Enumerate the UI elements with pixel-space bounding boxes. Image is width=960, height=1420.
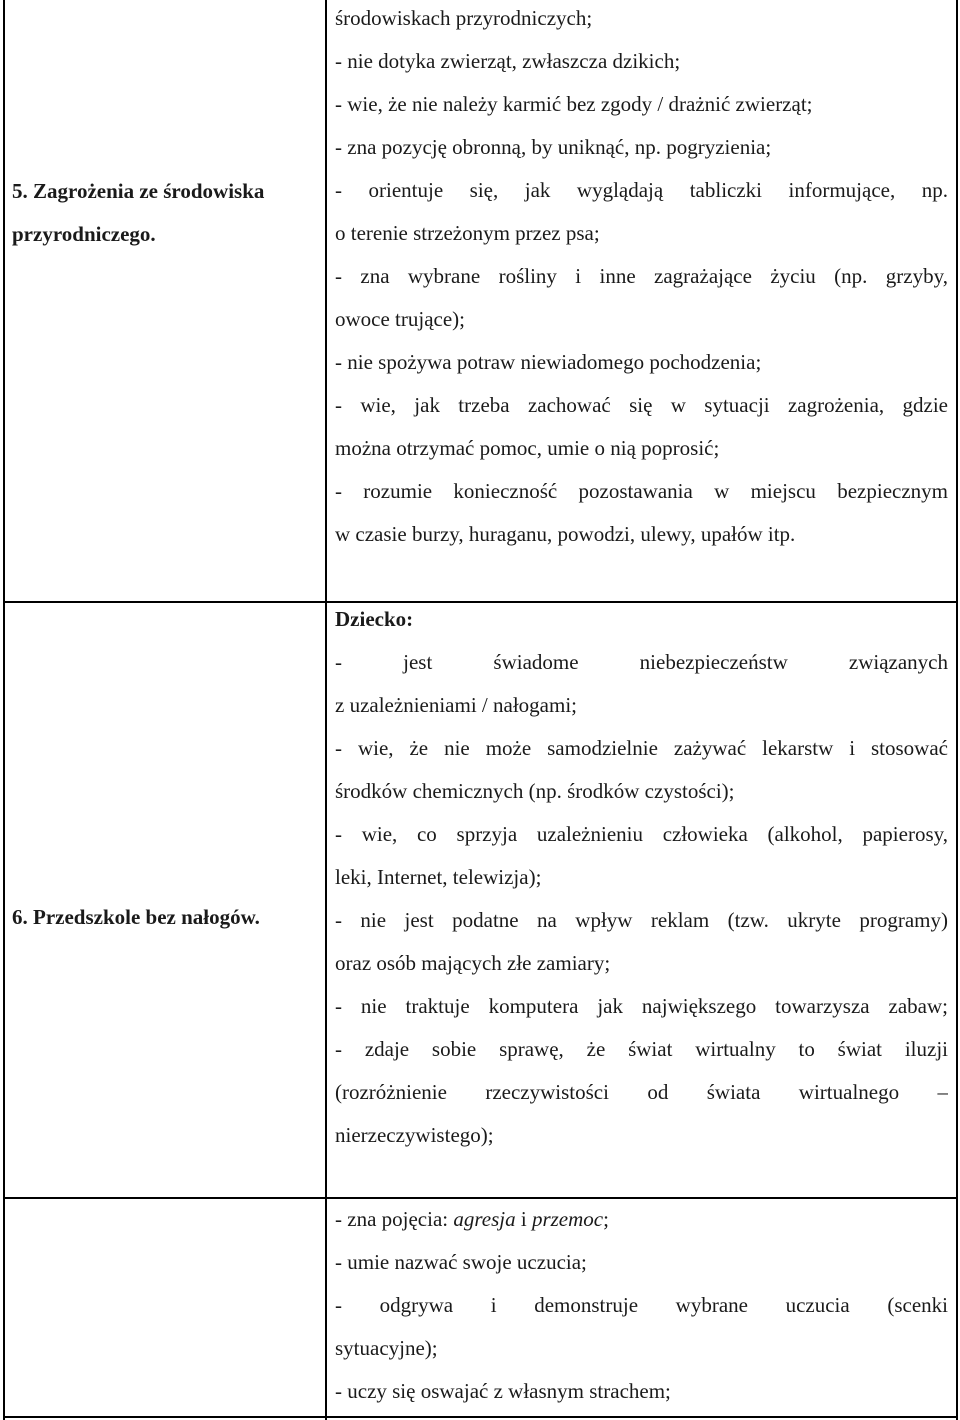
content-line: (rozróżnienie rzeczywistości od świata wirtualnego – [335, 1080, 948, 1104]
content-line: - uczy się oswajać z własnym strachem; [335, 1379, 671, 1403]
content-line: leki, Internet, telewizja); [335, 865, 542, 889]
row-5-title [12, 170, 314, 256]
section-heading: Dziecko: [335, 607, 414, 631]
table-border-left [3, 0, 5, 1420]
content-line: - umie nazwać swoje uczucia; [335, 1250, 587, 1274]
content-line: środków chemicznych (np. środków czystości); [335, 779, 735, 803]
content-line: - zna wybrane rośliny i inne zagrażające życiu (np. grzyby, [335, 264, 948, 288]
content-line: - rozumie konieczność pozostawania w miejscu bezpiecznym [335, 479, 948, 503]
content-line: - wie, jak trzeba zachować się w sytuacji zagrożenia, gdzie [335, 393, 948, 417]
row-title-line: 5. Zagrożenia ze środowiska [12, 179, 265, 203]
content-line: - wie, co sprzyja uzależnieniu człowieka (alkohol, papierosy, [335, 822, 948, 846]
line-prefix: - zna pojęcia: [335, 1207, 454, 1231]
content-line: sytuacyjne); [335, 1336, 438, 1360]
table-border-right [956, 0, 958, 1420]
content-line: - zdaje sobie sprawę, że świat wirtualny to świat iluzji [335, 1037, 948, 1061]
content-line: - zna pozycję obronną, by uniknąć, np. pogryzienia; [335, 135, 772, 159]
content-line: nierzeczywistego); [335, 1123, 494, 1147]
term-przemoc: przemoc [531, 1207, 604, 1231]
content-line: - nie spożywa potraw niewiadomego pochodzenia; [335, 350, 762, 374]
row-7-content [335, 1198, 948, 1413]
content-line: środowiskach przyrodniczych; [335, 6, 593, 30]
content-line: można otrzymać pomoc, umie o nią poprosić; [335, 436, 720, 460]
line-mid: i [515, 1207, 532, 1231]
content-line [335, 1198, 948, 1241]
content-line: - jest świadome niebezpieczeństw związanych [335, 650, 948, 674]
content-line: oraz osób mających złe zamiary; [335, 951, 611, 975]
table-column-divider [325, 0, 327, 1420]
content-line: - orientuje się, jak wyglądają tabliczki informujące, np. [335, 178, 948, 202]
content-line: - odgrywa i demonstruje wybrane uczucia (scenki [335, 1293, 948, 1317]
table-border-bottom [3, 1416, 958, 1418]
line-suffix: ; [603, 1207, 609, 1231]
content-line: o terenie strzeżonym przez psa; [335, 221, 600, 245]
content-line: - wie, że nie może samodzielnie zażywać lekarstw i stosować [335, 736, 948, 760]
content-line: z uzależnieniami / nałogami; [335, 693, 577, 717]
term-agresja: agresja [453, 1207, 516, 1231]
row-5-content [335, 0, 948, 556]
content-line: - wie, że nie należy karmić bez zgody / drażnić zwierząt; [335, 92, 813, 116]
content-line: - nie dotyka zwierząt, zwłaszcza dzikich; [335, 49, 681, 73]
content-line: owoce trujące); [335, 307, 466, 331]
row-6-title [12, 896, 314, 939]
content-line: - nie jest podatne na wpływ reklam (tzw. ukryte programy) [335, 908, 948, 932]
content-line: w czasie burzy, huraganu, powodzi, ulewy, upałów itp. [335, 522, 796, 546]
content-line: - nie traktuje komputera jak największego towarzysza zabaw; [335, 994, 948, 1018]
row-title-line: 6. Przedszkole bez nałogów. [12, 905, 260, 929]
row-title-line: przyrodniczego. [12, 222, 156, 246]
row-6-content [335, 598, 948, 1157]
